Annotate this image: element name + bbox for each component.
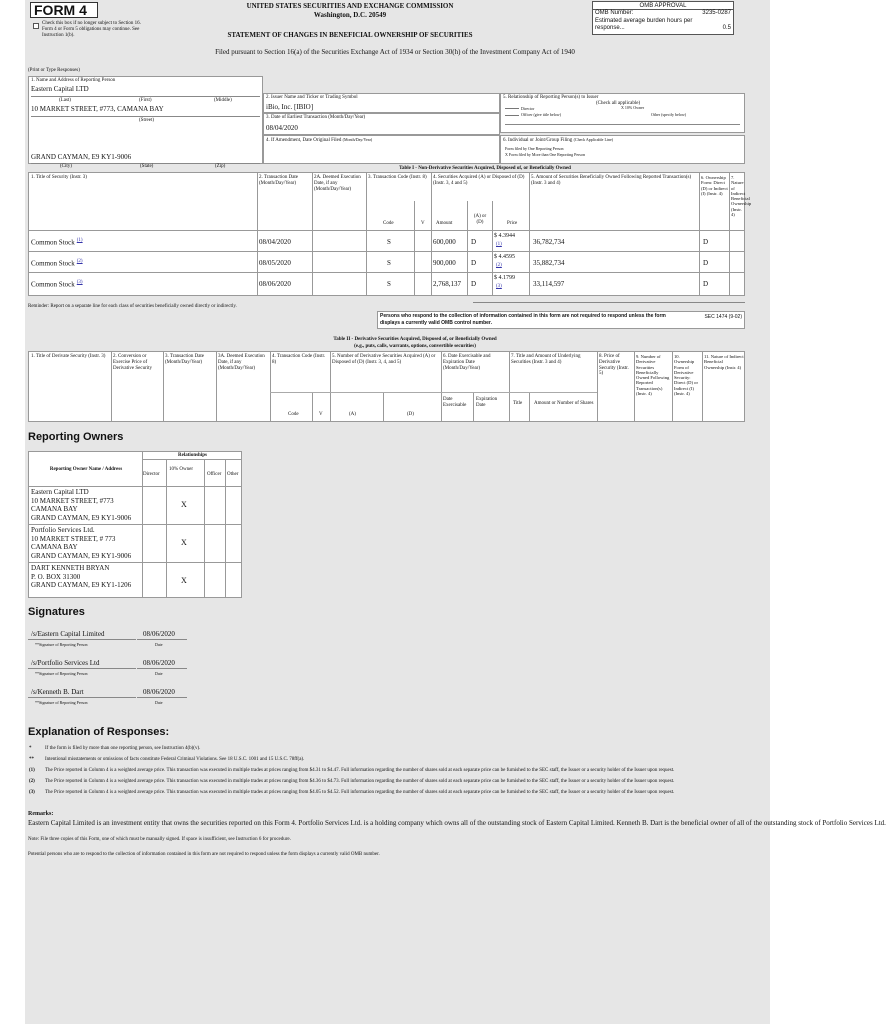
- t1-sub-v: V: [421, 221, 425, 226]
- signature-date: 08/06/2020: [143, 688, 175, 696]
- signature-date-label: Date: [155, 642, 163, 647]
- t1-row-title: [31, 280, 83, 289]
- owner-col-other: Other: [227, 472, 239, 477]
- box3-label: 3. Date of Earliest Transaction (Month/Day/Year): [266, 115, 366, 120]
- reporting-person-city: GRAND CAYMAN, E9 KY1-9006: [31, 153, 132, 161]
- box3-earliest-transaction: [263, 113, 500, 135]
- t2-col-exercisable: 6. Date Exercisable and Expiration Date (Month/Day/Year): [443, 354, 491, 371]
- other-option[interactable]: Other (specify below): [651, 112, 687, 117]
- agency-name: UNITED STATES SECURITIES AND EXCHANGE COMMISSION: [246, 2, 454, 10]
- no-longer-subject-checkbox[interactable]: [33, 23, 39, 29]
- t2-sub-exp: Expiration Date: [476, 397, 498, 408]
- officer-option[interactable]: Officer (give title below): [521, 112, 562, 117]
- explanation-heading: Explanation of Responses:: [28, 726, 170, 738]
- footnote-link[interactable]: (1): [76, 238, 83, 243]
- t1-col-title: 1. Title of Security (Instr. 3): [31, 175, 87, 180]
- explanation-text: The Price reported in Column 4 is a weighted average price. This transaction was executed in multiple trades at prices ranging from $4.31 to $4.47. Full information regarding the number of shares sold at each separate price can be furnished to the SEC staff, the Issuer or a security holder of the Issuer upon request.: [45, 768, 675, 773]
- explanation-mark: **: [29, 757, 34, 762]
- form4-page: [25, 0, 886, 1024]
- owner-address-line: 10 MARKET STREET, # 773: [31, 534, 116, 543]
- t2-col-title: 1. Title of Derivate Security (Instr. 3): [31, 354, 106, 359]
- signatures-heading: Signatures: [28, 606, 85, 618]
- t1-row-owned: 33,114,597: [533, 280, 565, 288]
- check-box-text: Check this box if no longer subject to Section 16. Form 4 or Form 5 obligations may continue. See Instruction 1(b).: [42, 21, 141, 38]
- earliest-transaction-date: 08/04/2020: [266, 124, 298, 132]
- t1-row-form: D: [703, 280, 709, 288]
- t1-row-price-fn[interactable]: (2): [496, 263, 502, 268]
- persons-notice-box: [377, 311, 745, 329]
- t1-row-ad: D: [471, 238, 477, 246]
- t1-row-owned: 35,882,734: [533, 259, 565, 267]
- t1-col-deemed: 2A. Deemed Execution Date, if any (Month/Day/Year): [314, 175, 361, 192]
- box1-reporting-person: [28, 76, 263, 164]
- more-person-option[interactable]: X Form filed by More than One Reporting Person: [505, 152, 585, 157]
- box1-label: 1. Name and Address of Reporting Person: [31, 78, 116, 83]
- t1-col-form: 6. Ownership Form: Direct (D) or Indirect (I) (Instr. 4): [701, 175, 728, 196]
- explanation-mark: (2): [29, 779, 35, 784]
- box4-label: 4. If Amendment, Date Original Filed: [266, 138, 342, 143]
- t1-col-nature: 7. Nature of Indirect Beneficial Ownership (Instr. 4): [731, 175, 752, 217]
- t2-sub-amount: Amount or Number of Shares: [534, 401, 594, 406]
- signature-date-label: Date: [155, 671, 163, 676]
- signature-label: **Signature of Reporting Person: [35, 642, 88, 647]
- t1-sub-code: Code: [383, 221, 394, 226]
- issuer-name: iBio, Inc. [IBIO]: [266, 103, 314, 111]
- explanation-mark: *: [29, 746, 32, 751]
- ten-pct-option[interactable]: X 10% Owner: [621, 105, 645, 110]
- omb-burden-value: 0.5: [722, 25, 731, 31]
- city-label: (City): [60, 164, 72, 169]
- t1-row-title: [31, 238, 83, 247]
- reporting-owners-table: [28, 451, 242, 598]
- t1-row-price: $ 4.1799: [494, 275, 515, 281]
- signature-label: **Signature of Reporting Person: [35, 700, 88, 705]
- t1-row-price-fn[interactable]: (3): [496, 284, 502, 289]
- middle-label: (Middle): [214, 98, 232, 103]
- omb-number-label: OMB Number:: [595, 10, 634, 16]
- director-option[interactable]: Director: [521, 106, 535, 111]
- t1-sub-aord: (A) or (D): [473, 214, 487, 225]
- t1-sub-amount: Amount: [436, 221, 453, 226]
- t1-row-code: S: [387, 238, 391, 246]
- owner-name-address: [31, 564, 143, 590]
- remarks-text: Eastern Capital Limited is an investment entity that owns the securities reported on this Form 4. Portfolio Services Ltd. is a holding company which owns all of the outstanding stock of Eastern Capital Limited. Kenneth B. Dart is the beneficial owner of all of the outstanding stock of Portfolio Services Ltd.: [28, 819, 886, 827]
- relationships-label: Relationships: [178, 453, 207, 458]
- owner-address-line: CAMANA BAY: [31, 543, 78, 552]
- t1-col-owned: 5. Amount of Securities Beneficially Owned Following Reported Transaction(s) (Instr. 3 and 4): [531, 175, 692, 186]
- explanation-mark: (3): [29, 790, 35, 795]
- t1-row-price-fn[interactable]: (1): [496, 242, 502, 247]
- table2-title: Table II - Derivative Securities Acquired, Disposed of, or Beneficially Owned: [333, 337, 497, 342]
- one-person-option[interactable]: Form filed by One Reporting Person: [505, 146, 564, 151]
- t2-col-code: 4. Transaction Code (Instr. 8): [272, 354, 326, 365]
- t2-col-number: 5. Number of Derivative Securities Acquired (A) or Disposed of (D) (Instr. 3, 4, and 5): [332, 354, 436, 365]
- t2-sub-v: V: [319, 412, 323, 417]
- box6-label: 6. Individual or Joint/Group Filing: [503, 138, 573, 143]
- last-label: (Last): [59, 98, 71, 103]
- explanation-text: The Price reported in Column 4 is a weighted average price. This transaction was executed in multiple trades at prices ranging from $4.36 to $4.73. Full information regarding the number of shares sold at each separate price can be furnished to the SEC staff, the Issuer or a security holder of the Issuer upon request.: [45, 779, 675, 784]
- box2-issuer: [263, 93, 500, 113]
- owner-name-address: [31, 526, 143, 560]
- owner-address-line: GRAND CAYMAN, E9 KY1-9006: [31, 551, 132, 560]
- agency-address: Washington, D.C. 20549: [313, 11, 387, 19]
- box5-label: 5. Relationship of Reporting Person(s) to Issuer: [503, 95, 599, 100]
- reporting-owners-heading: Reporting Owners: [28, 431, 124, 443]
- box6-filing: [500, 135, 745, 164]
- security-title: Common Stock: [31, 259, 75, 268]
- footnote-link[interactable]: (3): [76, 280, 83, 285]
- form-title-box: [30, 2, 98, 18]
- t1-row-amount: 600,000: [433, 238, 456, 246]
- box2-label: 2. Issuer Name and Ticker or Trading Symbol: [266, 95, 358, 100]
- footnote-link[interactable]: (2): [76, 259, 83, 264]
- t2-sub-title: Title: [513, 401, 523, 406]
- t1-row-owned: 36,782,734: [533, 238, 565, 246]
- owner-address-line: Eastern Capital LTD: [31, 488, 89, 496]
- reporting-person-name: Eastern Capital LTD: [31, 85, 89, 93]
- table1: [28, 172, 752, 296]
- table2-subtitle: (e.g., puts, calls, warrants, options, convertible securities): [354, 344, 476, 349]
- owner-name-address: [31, 488, 143, 522]
- box4-amendment: [263, 135, 500, 164]
- t2-col-owned: 9. Number of Derivative Securities Beneficially Owned Following Reported Transaction(s) (Instr. 4): [636, 354, 670, 396]
- box6-sublabel: (Check Applicable Line): [573, 137, 614, 142]
- owner-col-officer: Officer: [207, 472, 222, 477]
- t2-sub-d: (D): [407, 412, 414, 417]
- form-title: FORM 4: [34, 2, 87, 18]
- filed-pursuant: Filed pursuant to Section 16(a) of the Securities Exchange Act of 1934 or Section 30(h) of the Investment Company Act of 1940: [215, 48, 575, 56]
- t1-row-date: 08/06/2020: [259, 280, 291, 288]
- signature-name: /s/Kenneth B. Dart: [31, 688, 84, 696]
- reminder-text: Reminder: Report on a separate line for each class of securities beneficially owned directly or indirectly.: [28, 304, 237, 309]
- t1-row-ad: D: [471, 280, 477, 288]
- t1-row-title: [31, 259, 83, 268]
- explanation-text: Intentional misstatements or omissions of facts constitute Federal Criminal Violations. See 18 U.S.C. 1001 and 15 U.S.C. 78ff(a).: [45, 757, 305, 762]
- t1-row-code: S: [387, 280, 391, 288]
- explanation-text: If the form is filed by more than one reporting person, see Instruction 4(b)(v).: [45, 746, 201, 751]
- owner-address-line: 10 MARKET STREET, #773: [31, 496, 114, 505]
- omb-approval-box: [592, 1, 734, 35]
- t2-col-underlying: 7. Title and Amount of Underlying Securities (Instr. 3 and 4): [511, 354, 581, 365]
- t1-row-form: D: [703, 259, 709, 267]
- t1-row-price: $ 4.3944: [494, 233, 515, 239]
- t2-sub-a: (A): [349, 412, 356, 417]
- first-label: (First): [139, 98, 152, 103]
- state-label: (State): [140, 164, 154, 169]
- table1-title: Table I - Non-Derivative Securities Acquired, Disposed of, or Beneficially Owned: [399, 166, 571, 171]
- owner-col-name: Reporting Owner Name / Address: [49, 467, 123, 472]
- table2: [28, 351, 745, 422]
- print-note: (Print or Type Responses): [28, 68, 80, 73]
- t1-col-code: 3. Transaction Code (Instr. 8): [368, 175, 427, 180]
- box5-sublabel: (Check all applicable): [596, 101, 641, 106]
- t2-sub-code: Code: [288, 412, 299, 417]
- t1-row-form: D: [703, 238, 709, 246]
- sec-number: SEC 1474 (9-02): [704, 314, 742, 320]
- signature-label: **Signature of Reporting Person: [35, 671, 88, 676]
- t2-col-conversion: 2. Conversion or Exercise Price of Derivative Security: [113, 354, 153, 371]
- owner-address-line: CAMANA BAY: [31, 505, 78, 514]
- footer-note1: Note: File three copies of this Form, one of which must be manually signed. If space is insufficient, see Instruction 6 for procedure.: [28, 837, 291, 842]
- t1-row-code: S: [387, 259, 391, 267]
- t2-col-form: 10. Ownership Form of Derivative Security: Direct (D) or Indirect (I) (Instr. 4): [674, 354, 698, 396]
- street-label: (Street): [139, 118, 154, 123]
- signature-date-label: Date: [155, 700, 163, 705]
- t2-col-date: 3. Transaction Date (Month/Day/Year): [165, 354, 205, 365]
- signature-name: /s/Eastern Capital Limited: [31, 630, 105, 638]
- owner-ten-pct-mark: X: [181, 538, 187, 547]
- box5-relationship: [500, 93, 745, 133]
- t2-sub-date-ex: Date Exercisable: [443, 397, 467, 408]
- reporting-person-street: 10 MARKET STREET, #773, CAMANA BAY: [31, 105, 164, 113]
- owner-ten-pct-mark: X: [181, 576, 187, 585]
- signature-name: /s/Portfolio Services Ltd: [31, 659, 100, 667]
- statement-title: STATEMENT OF CHANGES IN BENEFICIAL OWNERSHIP OF SECURITIES: [227, 31, 473, 39]
- t1-row-amount: 900,000: [433, 259, 456, 267]
- explanation-text: The Price reported in Column 4 is a weighted average price. This transaction was executed in multiple trades at prices ranging from $4.05 to $4.52. Full information regarding the number of shares sold at each separate price can be furnished to the SEC staff, the Issuer or a security holder of the Issuer upon request.: [45, 790, 675, 795]
- t1-row-date: 08/04/2020: [259, 238, 291, 246]
- zip-label: (Zip): [215, 164, 226, 169]
- omb-number-value: 3235-0287: [702, 10, 731, 16]
- remarks-label: Remarks:: [28, 811, 54, 817]
- owner-ten-pct-mark: X: [181, 500, 187, 509]
- signature-date: 08/06/2020: [143, 659, 175, 667]
- omb-burden-label: Estimated average burden hours per response...: [595, 18, 693, 32]
- explanation-mark: (1): [29, 768, 35, 773]
- t1-row-date: 08/05/2020: [259, 259, 291, 267]
- t2-col-nature: 11. Nature of Indirect Beneficial Ownership (Instr. 4): [704, 354, 744, 370]
- persons-notice: Persons who respond to the collection of information contained in this form are not required to respond unless the form displays a currently valid OMB control number.: [380, 313, 666, 326]
- security-title: Common Stock: [31, 238, 75, 247]
- t2-col-price: 8. Price of Derivative Security (Instr. 5): [599, 354, 629, 377]
- owner-address-line: DART KENNETH BRYAN: [31, 564, 110, 572]
- owner-address-line: Portfolio Services Ltd.: [31, 526, 95, 534]
- box4-sublabel: (Month/Day/Year): [342, 137, 373, 142]
- t1-row-amount: 2,768,137: [433, 280, 461, 288]
- t1-row-ad: D: [471, 259, 477, 267]
- owner-address-line: GRAND CAYMAN, E9 KY1-1206: [31, 581, 132, 590]
- omb-title: OMB APPROVAL: [593, 2, 733, 10]
- t1-col-date: 2. Transaction Date (Month/Day/Year): [259, 175, 299, 186]
- signature-date: 08/06/2020: [143, 630, 175, 638]
- t2-col-deemed: 3A. Deemed Execution Date, if any (Month/Day/Year): [218, 354, 265, 371]
- owner-col-ten: 10% Owner: [169, 467, 194, 472]
- owner-col-director: Director: [143, 472, 160, 477]
- t1-col-acquired: 4. Securities Acquired (A) or Disposed of (D) (Instr. 3, 4 and 5): [433, 175, 525, 186]
- owner-address-line: GRAND CAYMAN, E9 KY1-9006: [31, 513, 132, 522]
- t1-sub-price: Price: [507, 221, 518, 226]
- footer-note2: Potential persons who are to respond to the collection of information contained in this form are not required to respond unless the form displays a currently valid OMB number.: [28, 852, 380, 857]
- security-title: Common Stock: [31, 280, 75, 289]
- t1-row-price: $ 4.4595: [494, 254, 515, 260]
- owner-address-line: P. O. BOX 31300: [31, 572, 81, 581]
